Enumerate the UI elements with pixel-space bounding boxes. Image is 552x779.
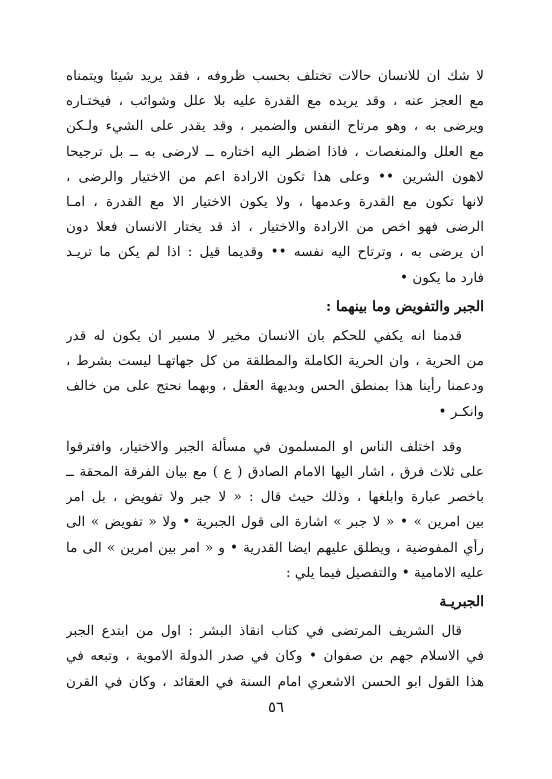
text-line: من الحرية ، وان الحرية الكاملة والمطلقة من كل جهاتهـا ليست بشرط ، bbox=[66, 353, 484, 370]
paragraph-freedom bbox=[66, 324, 484, 425]
page-body bbox=[66, 64, 484, 695]
paragraph-gap bbox=[66, 425, 484, 435]
text-line: فارد ما يكون • bbox=[400, 269, 484, 286]
text-line: في الاسلام جهم بن صفوان • وكان في صدر الدولة الاموية ، وتبعه في bbox=[66, 648, 484, 665]
text-line: لانها تكون مع القدرة وعدمها ، ولا يكون الاختيار الا مع القدرة ، امـا bbox=[66, 194, 484, 211]
page-number: ٥٦ bbox=[267, 698, 285, 716]
text-line: مع العجز عنه ، وقد يريده مع القدرة عليه بلا علل وشوائب ، فيختـاره bbox=[66, 93, 484, 110]
text-line: لاهون الشرين •• وعلى هذا تكون الارادة اعم من الاختيار والرضى ، bbox=[66, 168, 484, 185]
text-line: مع العلل والمنغصات ، فاذا اضطر اليه اختاره ــ لارضى به ــ بل ترجيحا bbox=[66, 143, 484, 160]
section-heading-jabriyya: الجبريـة bbox=[439, 594, 484, 611]
text-line: بين امرين » • « لا جبر » اشارة الى قول الجبرية • ولا « تفويض » الى bbox=[66, 514, 484, 531]
text-line: قدمنا انه يكفي للحكم بان الانسان مخير لا مسير ان يكون له قدر bbox=[66, 328, 462, 345]
text-line: وقد اختلف الناس او المسلمون في مسألة الجبر والاختيار، وافترقوا bbox=[66, 438, 462, 455]
text-line: وانكـر • bbox=[438, 403, 484, 420]
text-line: لا شك ان للانسان حالات تختلف بحسب ظروفه ، فقد يريد شيئا ويتمناه bbox=[66, 68, 484, 84]
paragraph-three-sects bbox=[66, 435, 484, 586]
text-line: الرضى فهو اخص من الارادة والاختيار ، اذ قد يختار الانسان فعلا دون bbox=[66, 219, 484, 236]
text-line: ويرضى به ، وهو مرتاح النفس والضمير ، وقد يقدر على الشيء ولـكن bbox=[66, 118, 484, 135]
text-line: باخصر عبارة وابلغها ، وذلك حيث قال : « لا جبر ولا تفويض ، بل امر bbox=[66, 489, 484, 506]
paragraph-murtada bbox=[66, 619, 484, 695]
text-line: عليه الامامية • والتفصيل فيما يلي : bbox=[285, 564, 484, 581]
text-line: ودعمنا رأينا هذا بمنطق الحس وبديهة العقل ، وبهما نحتج على من خالف bbox=[66, 378, 484, 395]
text-line: قال الشريف المرتضى في كتاب انقاذ البشر : اول من ابتدع الجبر bbox=[66, 623, 462, 640]
paragraph-will-choice bbox=[66, 64, 484, 291]
text-line: على ثلاث فرق ، اشار اليها الامام الصادق ( ع ) مع بيان الفرقة المحقة ــ bbox=[66, 464, 484, 481]
text-line: رأي المفوضية ، ويطلق عليهم ايضا القدرية • و « امر بين امرين » الى ما bbox=[66, 539, 484, 556]
text-line: ان يرضى به ، وترتاح اليه نفسه •• وقديما قيل : اذا لم يكن ما تريـد bbox=[66, 244, 484, 261]
section-heading-jabr-tafwid: الجبر والتفويض وما بينهما : bbox=[326, 298, 484, 315]
text-line: هذا القول ابو الحسن الاشعري امام السنة في العقائد ، وكان في القرن bbox=[66, 673, 484, 690]
